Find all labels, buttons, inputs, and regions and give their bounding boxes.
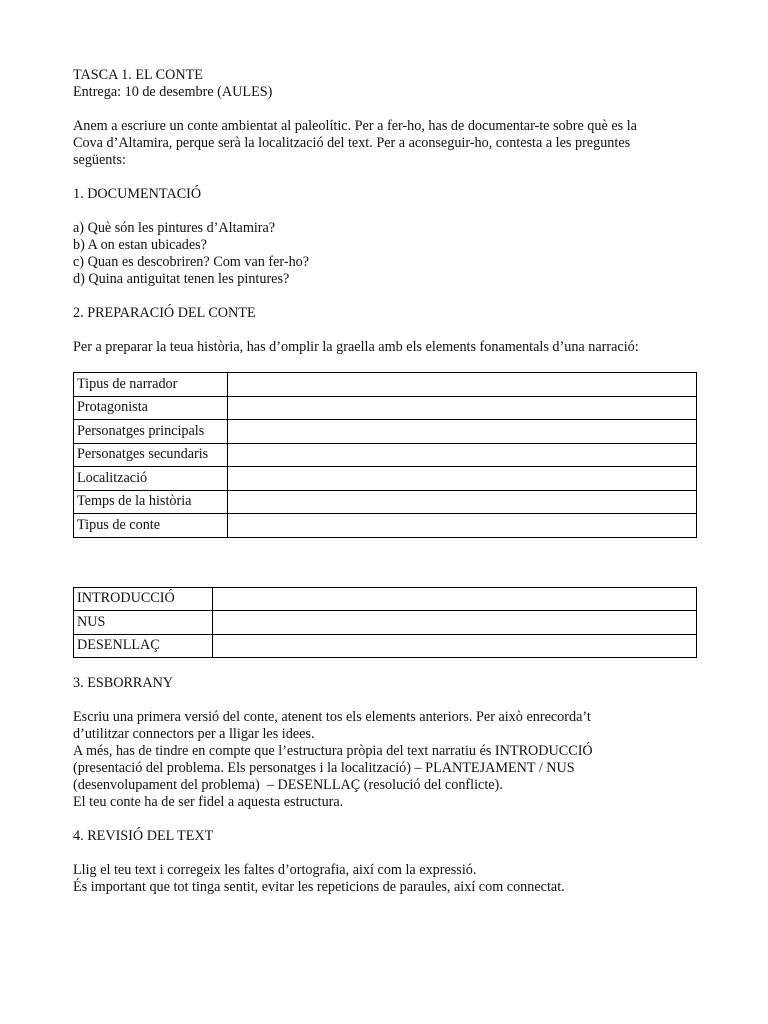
answer-cell[interactable] bbox=[213, 587, 697, 611]
draft-line: (desenvolupament del problema) – DESENLLAÇ (resolució del conflicte). bbox=[73, 777, 503, 793]
document-page bbox=[73, 67, 697, 896]
answer-cell[interactable] bbox=[213, 634, 697, 658]
section-heading-documentacio: 1. DOCUMENTACIÓ bbox=[73, 186, 202, 202]
table-row bbox=[74, 587, 697, 611]
answer-cell[interactable] bbox=[228, 420, 697, 444]
intro-paragraph bbox=[73, 118, 697, 169]
table-row bbox=[74, 634, 697, 658]
row-label: Protagonista bbox=[74, 396, 228, 420]
draft-line: (presentació del problema. Els personatges i la localització) – PLANTEJAMENT / NUS bbox=[73, 760, 575, 776]
intro-line: següents: bbox=[73, 152, 126, 168]
question-item: a) Què són les pintures d’Altamira? bbox=[73, 220, 276, 236]
row-label: Temps de la història bbox=[74, 490, 228, 514]
revision-line: Llig el teu text i corregeix les faltes d’ortografia, així com la expressió. bbox=[73, 862, 477, 878]
section-heading-preparacio: 2. PREPARACIÓ DEL CONTE bbox=[73, 305, 256, 321]
task-title: TASCA 1. EL CONTE bbox=[73, 67, 203, 83]
answer-cell[interactable] bbox=[228, 467, 697, 491]
answer-cell[interactable] bbox=[213, 611, 697, 635]
revision-line: És important que tot tinga sentit, evitar les repeticions de paraules, així com connectat. bbox=[73, 879, 565, 895]
draft-line: Escriu una primera versió del conte, atenent tos els elements anteriors. Per això enrecorda’t bbox=[73, 709, 591, 725]
answer-cell[interactable] bbox=[228, 396, 697, 420]
table-row bbox=[74, 611, 697, 635]
draft-line: El teu conte ha de ser fidel a aquesta estructura. bbox=[73, 794, 344, 810]
table-row bbox=[74, 420, 697, 444]
answer-cell[interactable] bbox=[228, 490, 697, 514]
story-elements-table bbox=[73, 372, 697, 538]
table-row bbox=[74, 514, 697, 538]
row-label: INTRODUCCIÓ bbox=[74, 587, 213, 611]
row-label: NUS bbox=[74, 611, 213, 635]
answer-cell[interactable] bbox=[228, 443, 697, 467]
section-heading-revisio: 4. REVISIÓ DEL TEXT bbox=[73, 828, 214, 844]
table-row bbox=[74, 467, 697, 491]
section-heading-esborrany: 3. ESBORRANY bbox=[73, 675, 174, 691]
story-structure-table bbox=[73, 587, 697, 659]
row-label: Tipus de narrador bbox=[74, 373, 228, 397]
question-item: d) Quina antiguitat tenen les pintures? bbox=[73, 271, 290, 287]
table-row bbox=[74, 396, 697, 420]
table-row bbox=[74, 490, 697, 514]
answer-cell[interactable] bbox=[228, 373, 697, 397]
row-label: Localització bbox=[74, 467, 228, 491]
revision-paragraph bbox=[73, 862, 697, 896]
draft-line: A més, has de tindre en compte que l’estructura pròpia del text narratiu és INTRODUCCIÓ bbox=[73, 743, 593, 759]
questions-list bbox=[73, 220, 697, 288]
draft-line: d’utilitzar connectors per a lligar les idees. bbox=[73, 726, 315, 742]
draft-paragraph bbox=[73, 709, 697, 811]
delivery-date: Entrega: 10 de desembre (AULES) bbox=[73, 84, 273, 100]
intro-line: Anem a escriure un conte ambientat al paleolític. Per a fer-ho, has de documentar-te sobre què es la bbox=[73, 118, 637, 134]
intro-line: Cova d’Altamira, perque serà la localització del text. Per a aconseguir-ho, contesta a les preguntes bbox=[73, 135, 631, 151]
row-label: Tipus de conte bbox=[74, 514, 228, 538]
table-instruction: Per a preparar la teua història, has d’omplir la graella amb els elements fonamentals d’una narració: bbox=[73, 339, 639, 355]
row-label: Personatges secundaris bbox=[74, 443, 228, 467]
table-row bbox=[74, 373, 697, 397]
table-row bbox=[74, 443, 697, 467]
row-label: Personatges principals bbox=[74, 420, 228, 444]
question-item: b) A on estan ubicades? bbox=[73, 237, 207, 253]
question-item: c) Quan es descobriren? Com van fer-ho? bbox=[73, 254, 310, 270]
answer-cell[interactable] bbox=[228, 514, 697, 538]
row-label: DESENLLAÇ bbox=[74, 634, 213, 658]
